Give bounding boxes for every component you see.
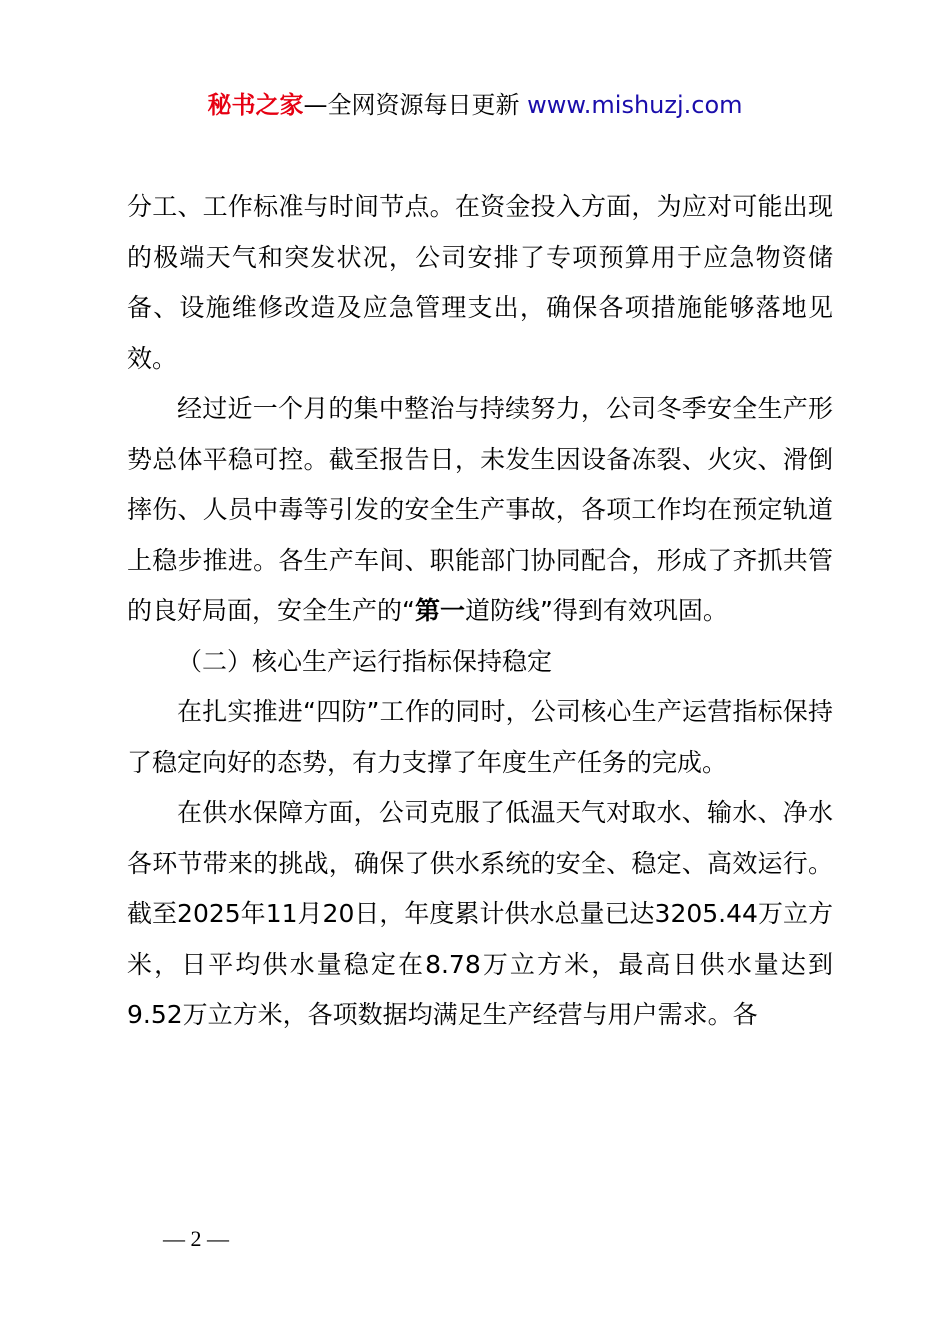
section-heading: （二）核心生产运行指标保持稳定: [177, 646, 553, 676]
paragraph-2-text-end: 道防线”得到有效巩固。: [464, 596, 728, 625]
brand-name: 秘书之家: [207, 91, 304, 119]
paragraph-2-emphasis: 第一: [414, 596, 465, 625]
paragraph-4: 在供水保障方面，公司克服了低温天气对取水、输水、净水各环节带来的挑战，确保了供水系统的安全、稳定、高效运行。截至2025年11月20日，年度累计供水总量已达3205.44万立方米，日平均供水量稳定在8.78万立方米，最高日供水量达到9.52万立方米，各项数据均满足生产经营与用户需求。各: [127, 798, 833, 1029]
website-link[interactable]: www.mishuzj.com: [527, 91, 743, 119]
header-tagline: —全网资源每日更新: [303, 91, 520, 119]
paragraph-3: 在扎实推进“四防”工作的同时，公司核心生产运营指标保持了稳定向好的态势，有力支撑了年度生产任务的完成。: [127, 697, 833, 777]
paragraph-2-text: 经过近一个月的集中整治与持续努力，公司冬季安全生产形势总体平稳可控。截至报告日，未发生因设备冻裂、火灾、滑倒摔伤、人员中毒等引发的安全生产事故，各项工作均在预定轨道上稳步推进。各生产车间、职能部门协同配合，形成了齐抓共管的良好局面，安全生产的“: [127, 394, 833, 625]
paragraph-2: [127, 384, 833, 637]
document-body: [127, 182, 833, 1041]
paragraph-1: 分工、工作标准与时间节点。在资金投入方面，为应对可能出现的极端天气和突发状况，公司安排了专项预算用于应急物资储备、设施维修改造及应急管理支出，确保各项措施能够落地见效。: [127, 192, 833, 373]
page-number: — 2 —: [163, 1226, 229, 1251]
site-header: [0, 88, 950, 122]
